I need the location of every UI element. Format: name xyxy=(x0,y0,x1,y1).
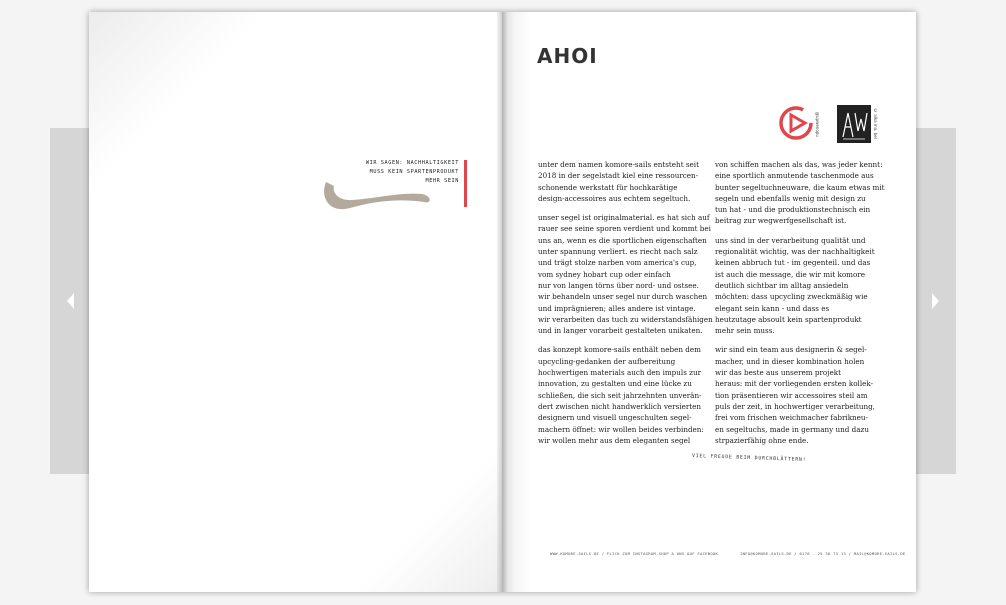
text-line: puls der zeit, in hochwertiger verarbeitung, xyxy=(715,401,875,411)
page-title: AHOI xyxy=(537,44,598,68)
footer-left: WWW.KOMORE-SAILS.DE / FLICK ZUM INSTAGRAM-SHOP & UNS AUF FACEBOOK xyxy=(550,551,719,556)
footer-right: INFO@KOMORE-SAILS.DE / 0176 - 25 36 73 13 / MAIL@KOMORE-SAILS.DE xyxy=(740,551,906,556)
play-logo-icon xyxy=(777,104,815,142)
next-page-button[interactable] xyxy=(916,128,956,474)
text-line: wir wollen mehr aus dem eleganten segel xyxy=(538,435,691,445)
quote-line: MUSS KEIN SPARTENPRODUKT xyxy=(369,169,459,175)
text-line: elegant sein kann - und dass es xyxy=(715,303,830,313)
text-line: machern öffnet: wir wollen beides verbinden: xyxy=(538,424,704,434)
book-gutter xyxy=(497,12,507,592)
text-line: wir sind ein team aus designerin & segel- xyxy=(715,345,867,355)
flipbook xyxy=(89,12,916,592)
text-line: wir behandeln unser segel nur durch waschen xyxy=(538,292,708,302)
text-line: strpazierfähig ohne ende. xyxy=(715,435,809,445)
text-line: rauer see seine sporen verdient und kommt bei xyxy=(538,224,711,234)
text-line: 2018 in der segelstadt kiel eine ressourcen- xyxy=(538,171,699,181)
paragraph xyxy=(538,344,708,446)
text-line: von schiffen machen als das, was jeder kennt: xyxy=(715,160,883,169)
text-line: nur von langen törns über nord- und ostsee. xyxy=(538,280,699,290)
text-line: dert zwischen nicht handwerklich versierten xyxy=(538,401,702,411)
text-line: eine sportlich anmutende taschenmode aus xyxy=(715,171,874,181)
text-line: uns sind in der verarbeitung qualität und xyxy=(715,235,866,245)
text-line: bunter segeltuchneuware, die kaum etwas mit xyxy=(715,182,885,192)
text-line: und imprägnieren; alles andere ist vintage. xyxy=(538,303,696,313)
text-line: möchten: dass upcycling zweckmäßig wie xyxy=(715,292,868,302)
pull-quote xyxy=(359,159,459,186)
text-line: mehr sein muss. xyxy=(715,326,775,336)
text-line: innovation, zu gestalten und eine lücke zu xyxy=(538,379,692,389)
text-line: unter spannung verliert. es riecht nach salz xyxy=(538,247,698,257)
text-line: designern und visuell ungeschulten segel- xyxy=(538,413,692,423)
text-line: en segeltuchs, made in germany und dazu xyxy=(715,424,869,434)
text-column-right xyxy=(715,159,885,454)
right-page[interactable] xyxy=(502,12,916,592)
text-line: vom sydney hobart cup oder einfach xyxy=(538,269,671,279)
paragraph xyxy=(715,159,885,227)
brand-logo-icon xyxy=(837,105,871,143)
text-line: wir verarbeiten das tuch zu widerstandsfähigen xyxy=(538,314,713,324)
text-column-left xyxy=(538,159,713,454)
text-line: wir das beste aus unserem projekt xyxy=(715,368,841,378)
chevron-right-icon xyxy=(932,293,939,309)
text-line: hochwertigen materials auch den impuls zur xyxy=(538,368,702,378)
text-line: deutlich sichtbar im alltag ansiedeln xyxy=(715,280,849,290)
signature-text: VIEL FREUDE BEIM DURCHBLÄTTERN! xyxy=(691,454,807,463)
text-line: beitrag zur wegwerfgesellschaft ist. xyxy=(715,216,847,226)
text-line: unser segel ist originalmaterial. es hat sich auf xyxy=(538,213,710,223)
text-line: frei vom frischen weichmacher fabrikneu- xyxy=(715,413,868,423)
text-line: tun hat - und die produktionstechnisch ein xyxy=(715,205,871,215)
text-line: upcycling-gedanken der aufbereitung xyxy=(538,356,676,366)
text-line: das konzept komore-sails enthält neben dem xyxy=(538,345,701,355)
paragraph xyxy=(715,235,885,337)
quote-accent-bar xyxy=(464,160,467,207)
chevron-left-icon xyxy=(67,293,74,309)
left-page[interactable] xyxy=(89,12,502,592)
text-line: und in langer vorarbeit gestalteten unikaten. xyxy=(538,326,703,336)
paragraph xyxy=(538,159,708,204)
text-line: schließen, die sich seit jahrzehnten unverän- xyxy=(538,390,702,400)
text-line: design-accessoires aus echtem segeltuch. xyxy=(538,193,691,203)
logo-caption: @upwenopu xyxy=(815,112,820,137)
text-line: uns an, wenn es die sportlichen eigenschaften xyxy=(538,235,707,245)
text-line: tion präsentieren wir accessoires steil am xyxy=(715,390,868,400)
quote-line: WIR SAGEN: NACHHALTIGKEIT xyxy=(365,160,459,166)
quote-line: MEHR SEIN xyxy=(425,178,459,184)
prev-page-button[interactable] xyxy=(50,128,90,474)
paragraph xyxy=(538,212,713,336)
text-line: unter dem namen komore-sails entsteht seit xyxy=(538,160,699,169)
text-line: und trägt stolze narben vom america's cup, xyxy=(538,258,697,268)
text-line: regionalität wichtig, was der nachhaltigkeit xyxy=(715,247,875,257)
paragraph xyxy=(715,344,885,446)
text-line: heutzutage absoult kein spartenprodukt xyxy=(715,314,862,324)
text-line: segeln und ebenfalls wenig mit design zu xyxy=(715,193,866,203)
text-line: ist auch die message, die wir mit komore xyxy=(715,269,866,279)
text-line: schonende werkstatt für hochkarätige xyxy=(538,182,678,192)
text-line: heraus: mit der vorliegenden ersten kollek- xyxy=(715,379,874,389)
logo-caption: © alka ma. bel xyxy=(873,108,878,139)
text-line: macher, und in dieser kombination holen xyxy=(715,356,865,366)
text-line: keinen abbruch tut - im gegenteil. und das xyxy=(715,258,871,268)
